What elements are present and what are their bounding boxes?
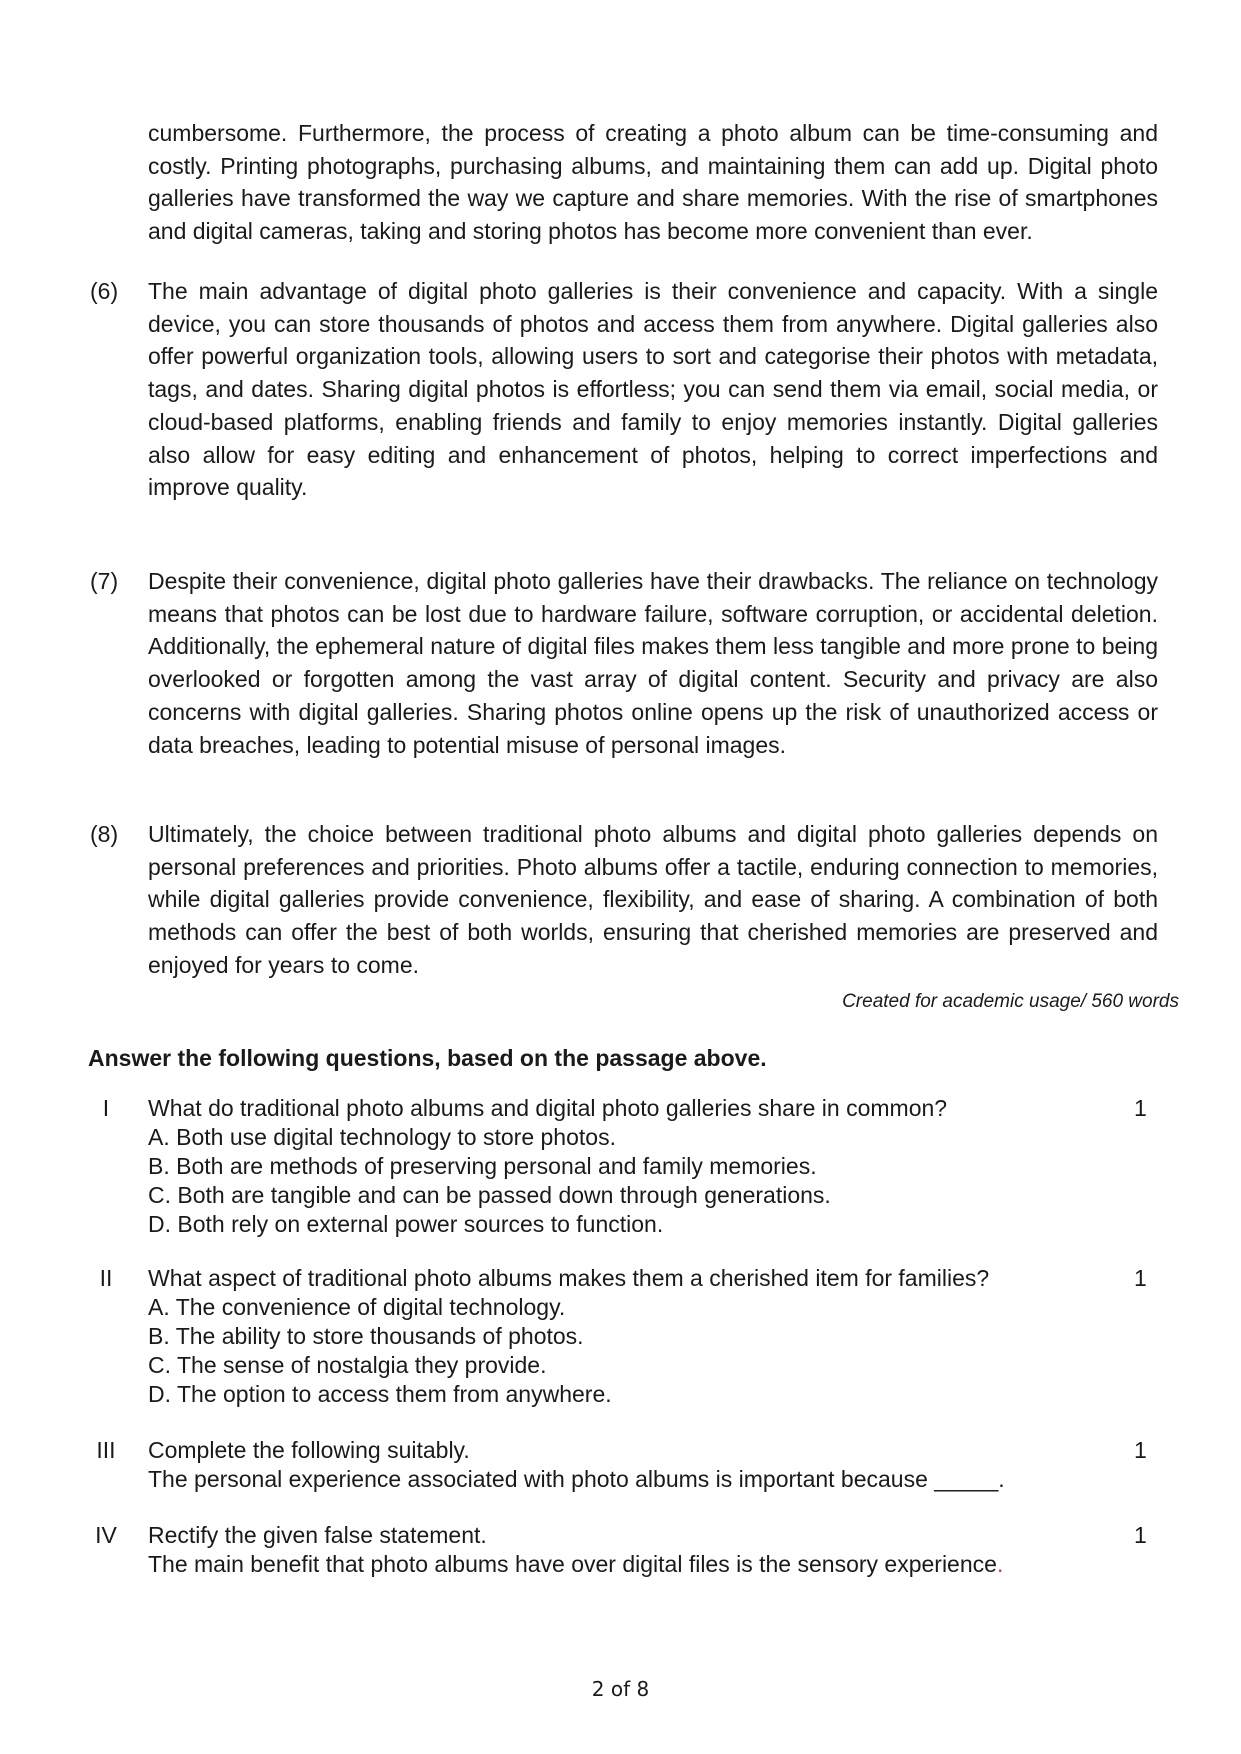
question-block [148,1094,1108,1239]
paragraph-number: (8) [90,821,119,847]
option-d: D. Both rely on external power sources to function. [148,1211,664,1237]
paragraph-number: (7) [90,568,119,594]
question-number: IV [95,1522,117,1548]
question-prompt [148,1550,1108,1579]
paragraph-number: (6) [90,278,119,304]
question-number: II [99,1265,113,1291]
option-a: A. Both use digital technology to store photos. [148,1124,616,1150]
option-d: D. The option to access them from anywhere. [148,1381,612,1407]
option-c: C. The sense of nostalgia they provide. [148,1352,547,1378]
question-text: Complete the following suitably. [148,1437,470,1463]
passage-paragraph: The main advantage of digital photo galleries is their convenience and capacity. With a single device, you can store thousands of photos and access them from anywhere. Digital galleries also offer powerful organization tools, allowing users to sort and categorise their photos with metadata, tags, and dates. Sharing digital photos is effortless; you can send them via email, social media, or cloud-based platforms, enabling friends and family to enjoy memories instantly. Digital galleries also allow for easy editing and enhancement of photos, helping to correct imperfections and improve quality. [148,278,1158,501]
question-prompt: The personal experience associated with photo albums is important because _____. [148,1466,1005,1492]
option-a: A. The convenience of digital technology. [148,1294,566,1320]
false-statement: The main benefit that photo albums have over digital files is the sensory experience [148,1551,997,1577]
option-b: B. The ability to store thousands of photos. [148,1323,584,1349]
passage-paragraph: Ultimately, the choice between traditional photo albums and digital photo galleries depends on personal preferences and priorities. Photo albums offer a tactile, enduring connection to memories, while digital galleries provide convenience, flexibility, and ease of sharing. A combination of both methods can offer the best of both worlds, ensuring that cherished memories are preserved and enjoyed for years to come. [148,821,1158,978]
statement-period: . [996,1551,1004,1577]
passage-paragraph: Despite their convenience, digital photo galleries have their drawbacks. The reliance on technology means that photos can be lost due to hardware failure, software corruption, or accidental deletion. Additionally, the ephemeral nature of digital files makes them less tangible and more prone to being overlooked or forgotten among the vast array of digital content. Security and privacy are also concerns with digital galleries. Sharing photos online opens up the risk of unauthorized access or data breaches, leading to potential misuse of personal images. [148,568,1158,758]
section-instruction: Answer the following questions, based on the passage above. [88,1045,767,1071]
question-number: III [96,1437,116,1463]
question-text: Rectify the given false statement. [148,1522,487,1548]
option-c: C. Both are tangible and can be passed down through generations. [148,1182,831,1208]
question-marks: 1 [1134,1522,1147,1548]
question-marks: 1 [1134,1437,1147,1463]
question-block [148,1521,1108,1579]
question-marks: 1 [1134,1095,1147,1121]
question-block [148,1264,1108,1409]
passage-credit: Created for academic usage/ 560 words [842,991,1179,1012]
question-number: I [102,1095,110,1121]
option-b: B. Both are methods of preserving personal and family memories. [148,1153,817,1179]
question-marks: 1 [1134,1265,1147,1291]
page-number: 2 of 8 [591,1677,650,1701]
question-block [148,1436,1108,1494]
passage-paragraph-continuation: cumbersome. Furthermore, the process of creating a photo album can be time-consuming and costly. Printing photographs, purchasing albums, and maintaining them can add up. Digital photo galleries have transformed the way we capture and share memories. With the rise of smartphones and digital cameras, taking and storing photos has become more convenient than ever. [148,120,1158,245]
question-text: What do traditional photo albums and digital photo galleries share in common? [148,1095,948,1121]
question-text: What aspect of traditional photo albums makes them a cherished item for families? [148,1265,990,1291]
